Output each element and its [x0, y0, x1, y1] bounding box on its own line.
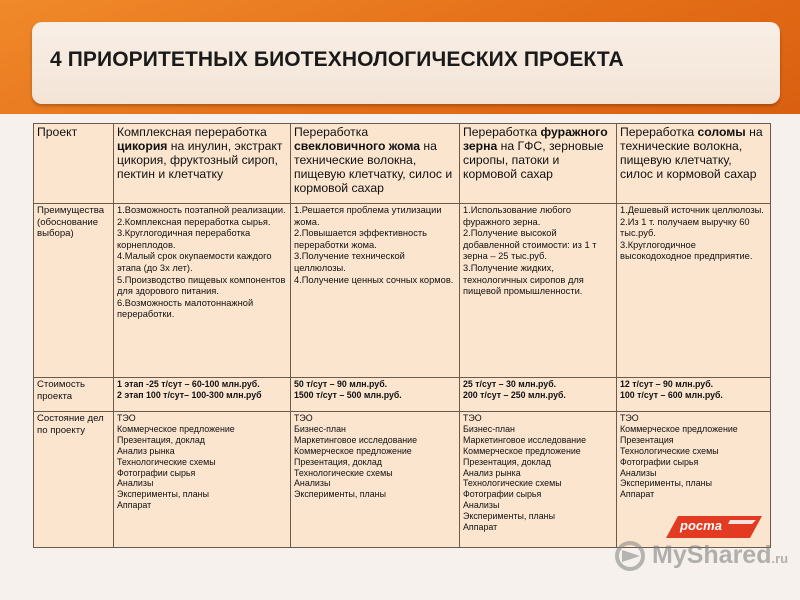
cost-line: 25 т/сут – 30 млн.руб.: [463, 379, 557, 389]
list-item: Коммерческое предложение: [294, 445, 412, 456]
list-item: Анализы: [620, 467, 657, 478]
cost-row: [34, 378, 771, 412]
list-item: Технологические схемы: [117, 456, 216, 467]
list-item: Технологические схемы: [463, 478, 562, 489]
list-item: ТЭО: [620, 413, 639, 423]
list-item: Маркетинговое исследование: [463, 434, 587, 445]
list-item: 3.Получение жидких, технологичных сиропов для пищевой промышленности.: [463, 262, 584, 297]
list-item: Эксперименты, планы: [294, 489, 386, 500]
cost-line: 100 т/сут – 600 млн.руб.: [620, 390, 723, 400]
list-item: Технологические схемы: [294, 467, 393, 478]
list-item: Анализ рынка: [117, 445, 175, 456]
status-beet-pulp: [291, 412, 460, 548]
advantages-straw: [617, 204, 771, 378]
list-item: 3.Получение технической целлюлозы.: [294, 251, 405, 273]
list-item: Бизнес-план: [463, 423, 515, 434]
logo-text: роста: [680, 518, 722, 533]
status-feed-grain: [460, 412, 617, 548]
status-label: Состояние дел по проекту: [34, 412, 114, 548]
list-item: Технологические схемы: [620, 445, 719, 456]
header-project-beet-pulp: Переработка свекловичного жома на технические волокна, пищевую клетчатку, силос и кормовой сахар: [291, 124, 460, 204]
list-item: 4.Получение ценных сочных кормов.: [294, 274, 454, 285]
list-item: 4.Малый срок окупаемости каждого этапа (до 3х лет).: [117, 251, 272, 273]
list-item: 1.Решается проблема утилизации жома.: [294, 205, 442, 227]
cost-beet-pulp: [291, 378, 460, 412]
status-row: [34, 412, 771, 548]
slide-title: 4 ПРИОРИТЕТНЫХ БИОТЕХНОЛОГИЧЕСКИХ ПРОЕКТА: [50, 48, 624, 71]
header-label-cell: Проект: [34, 124, 114, 204]
list-item: Анализы: [117, 478, 154, 489]
list-item: Анализ рынка: [463, 467, 521, 478]
cost-straw: [617, 378, 771, 412]
cost-feed-grain: [460, 378, 617, 412]
advantages-label: Преимущества (обоснование выбора): [34, 204, 114, 378]
header-project-feed-grain: Переработка фуражного зерна на ГФС, зерновые сиропы, патоки и кормовой сахар: [460, 124, 617, 204]
cost-line: 12 т/сут – 90 млн.руб.: [620, 379, 714, 389]
advantages-beet-pulp: [291, 204, 460, 378]
list-item: 1.Дешевый источник целлюлозы.: [620, 205, 764, 215]
list-item: Коммерческое предложение: [117, 423, 235, 434]
advantages-feed-grain: [460, 204, 617, 378]
list-item: 1.Возможность поэтапной реализации.: [117, 205, 286, 215]
list-item: 5.Производство пищевых компонентов для здорового питания.: [117, 274, 286, 297]
advantages-chicory: [114, 204, 291, 378]
table-header-row: [34, 124, 771, 204]
list-item: 3.Круглогодичная переработка корнеплодов.: [117, 228, 251, 250]
list-item: Аппарат: [620, 489, 655, 500]
list-item: Аппарат: [463, 522, 498, 533]
list-item: Аппарат: [117, 500, 152, 511]
list-item: 6.Возможность малотоннажной переработки.: [117, 297, 254, 320]
list-item: Презентация, доклад: [463, 456, 551, 467]
list-item: Фотографии сырья: [463, 489, 542, 500]
list-item: Эксперименты, планы: [117, 489, 209, 500]
list-item: Презентация: [620, 434, 674, 445]
list-item: ТЭО: [117, 413, 136, 423]
cost-line: 2 этап 100 т/сут– 100-300 млн.руб: [117, 390, 262, 400]
list-item: Бизнес-план: [294, 423, 346, 434]
list-item: Фотографии сырья: [620, 456, 699, 467]
projects-table: [33, 123, 771, 548]
list-item: Маркетинговое исследование: [294, 434, 418, 445]
list-item: Презентация, доклад: [294, 456, 382, 467]
list-item: 2.Комплексная переработка сырья.: [117, 216, 271, 227]
list-item: Коммерческое предложение: [463, 445, 581, 456]
cost-line: 1500 т/сут – 500 млн.руб.: [294, 390, 402, 400]
cost-line: 1 этап -25 т/сут – 60-100 млн.руб.: [117, 379, 260, 389]
watermark-suffix: .ru: [771, 551, 789, 566]
list-item: 2.Повышается эффективность переработки жома.: [294, 228, 427, 250]
list-item: Эксперименты, планы: [620, 478, 712, 489]
cost-chicory: [114, 378, 291, 412]
list-item: Коммерческое предложение: [620, 423, 738, 434]
list-item: Анализы: [294, 478, 331, 489]
header-project-straw: Переработка соломы на технические волокна, пищевую клетчатку, силос и кормовой сахар: [617, 124, 771, 204]
list-item: Анализы: [463, 500, 500, 511]
cost-label: Стоимость проекта: [34, 378, 114, 412]
list-item: 2.Из 1 т. получаем выручку 60 тыс.руб.: [620, 216, 750, 239]
list-item: Эксперименты, планы: [463, 511, 555, 522]
list-item: 1.Использование любого фуражного зерна.: [463, 205, 572, 227]
list-item: ТЭО: [294, 413, 313, 423]
header-project-chicory: Комплексная переработка цикория на инулин, экстракт цикория, фруктозный сироп, пектин и клетчатку: [114, 124, 291, 204]
list-item: 2.Получение высокой добавленной стоимости: из 1 т зерна – 25 тыс.руб.: [463, 228, 597, 262]
list-item: Презентация, доклад: [117, 434, 205, 445]
advantages-row: [34, 204, 771, 378]
cost-line: 200 т/сут – 250 млн.руб.: [463, 390, 566, 400]
watermark-label: MyShared: [652, 541, 772, 569]
list-item: Фотографии сырья: [117, 467, 196, 478]
list-item: ТЭО: [463, 413, 482, 423]
list-item: 3.Круглогодичное высокодоходное предприятие.: [620, 239, 753, 262]
cost-line: 50 т/сут – 90 млн.руб.: [294, 379, 388, 389]
watermark-text: [652, 541, 788, 570]
status-chicory: [114, 412, 291, 548]
